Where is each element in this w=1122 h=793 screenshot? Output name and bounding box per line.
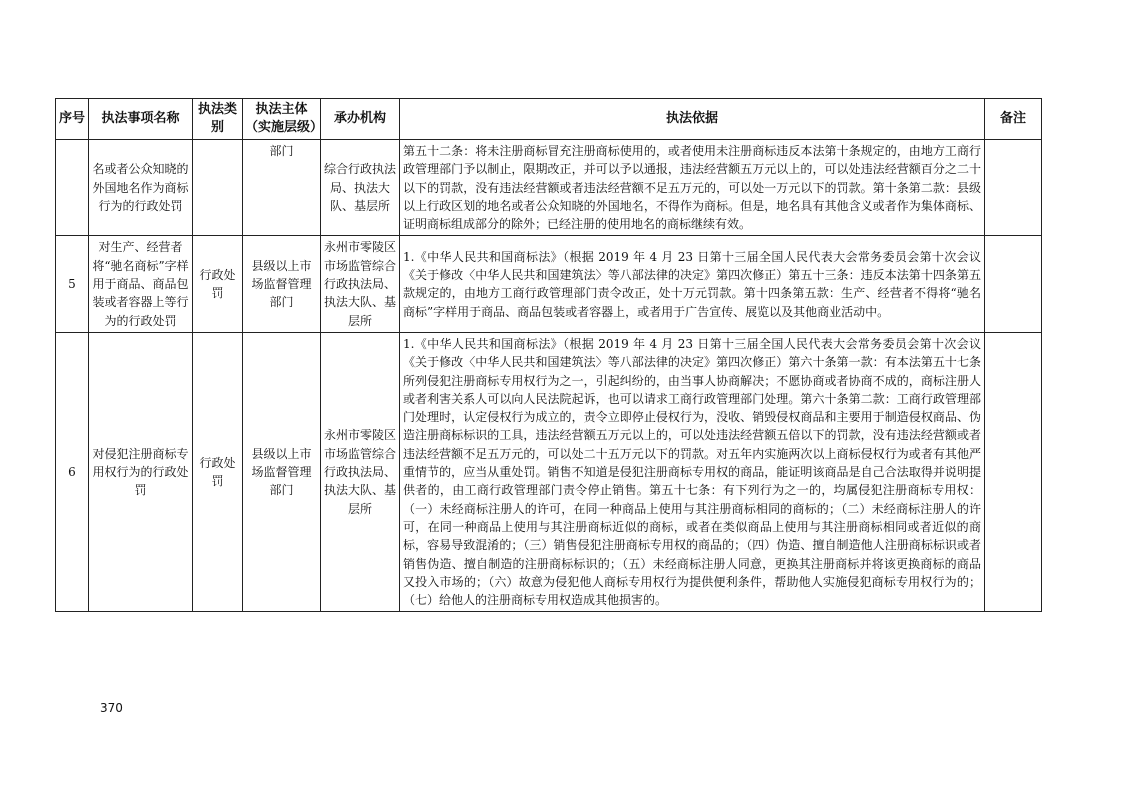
cell-agency: 综合行政执法局、执法大队、基层所 xyxy=(321,140,400,236)
cell-subject: 县级以上市场监督管理部门 xyxy=(243,236,321,332)
cell-no: 6 xyxy=(56,332,89,611)
cell-remark xyxy=(985,140,1042,236)
cell-basis: 第五十二条：将未注册商标冒充注册商标使用的，或者使用未注册商标违反本法第十条规定的，由地方工商行政管理部门予以制止，限期改正，并可以予以通报，违法经营额五万元以上的，可以处违法经营额百分之二十以下的罚款，没有违法经营额或者违法经营额不足五万元的，可以处一万元以下的罚款。第十条第二款：县级以上行政区划的地名或者公众知晓的外国地名，不得作为商标。但是，地名具有其他含义或者作为集体商标、证明商标组成部分的除外；已经注册的使用地名的商标继续有效。 xyxy=(400,140,985,236)
table-row xyxy=(56,140,1042,236)
cell-no: 5 xyxy=(56,236,89,332)
enforcement-table xyxy=(55,98,1042,612)
cell-item: 对生产、经营者将“驰名商标”字样用于商品、商品包装或者容器上等行为的行政处罚 xyxy=(89,236,193,332)
cell-category xyxy=(193,140,243,236)
header-basis: 执法依据 xyxy=(400,99,985,140)
cell-no xyxy=(56,140,89,236)
cell-subject: 部门 xyxy=(243,140,321,236)
page-number: 370 xyxy=(100,701,123,715)
cell-category: 行政处罚 xyxy=(193,332,243,611)
cell-basis: 1.《中华人民共和国商标法》（根据 2019 年 4 月 23 日第十三届全国人民代表大会常务委员会第十次会议《关于修改〈中华人民共和国建筑法〉等八部法律的决定》第四次修正）第六十条第一款：有本法第五十七条所列侵犯注册商标专用权行为之一，引起纠纷的，由当事人协商解决；不愿协商或者协商不成的，商标注册人或者利害关系人可以向人民法院起诉，也可以请求工商行政管理部门处理。第六十条第二款：工商行政管理部门处理时，认定侵权行为成立的，责令立即停止侵权行为，没收、销毁侵权商品和主要用于制造侵权商品、伪造注册商标标识的工具，违法经营额五万元以上的，可以处违法经营额五倍以下的罚款，没有违法经营额或者违法经营额不足五万元的，可以处二十五万元以下的罚款。对五年内实施两次以上商标侵权行为或者有其他严重情节的，应当从重处罚。销售不知道是侵犯注册商标专用权的商品，能证明该商品是自己合法取得并说明提供者的，由工商行政管理部门责令停止销售。第五十七条：有下列行为之一的，均属侵犯注册商标专用权：（一）未经商标注册人的许可，在同一种商品上使用与其注册商标相同的商标的；（二）未经商标注册人的许可，在同一种商品上使用与其注册商标近似的商标，或者在类似商品上使用与其注册商标相同或者近似的商标，容易导致混淆的；（三）销售侵犯注册商标专用权的商品的；（四）伪造、擅自制造他人注册商标标识或者销售伪造、擅自制造的注册商标标识的；（五）未经商标注册人同意，更换其注册商标并将该更换商标的商品又投入市场的；（六）故意为侵犯他人商标专用权行为提供便利条件，帮助他人实施侵犯商标专用权行为的；（七）给他人的注册商标专用权造成其他损害的。 xyxy=(400,332,985,611)
cell-remark xyxy=(985,332,1042,611)
cell-category: 行政处罚 xyxy=(193,236,243,332)
header-agency: 承办机构 xyxy=(321,99,400,140)
table-row xyxy=(56,236,1042,332)
header-category: 执法类别 xyxy=(193,99,243,140)
header-subject: 执法主体（实施层级） xyxy=(243,99,321,140)
cell-item: 名或者公众知晓的外国地名作为商标行为的行政处罚 xyxy=(89,140,193,236)
header-item: 执法事项名称 xyxy=(89,99,193,140)
cell-agency: 永州市零陵区市场监管综合行政执法局、执法大队、基层所 xyxy=(321,236,400,332)
table-header-row xyxy=(56,99,1042,140)
cell-subject: 县级以上市场监督管理部门 xyxy=(243,332,321,611)
cell-item: 对侵犯注册商标专用权行为的行政处罚 xyxy=(89,332,193,611)
cell-basis: 1.《中华人民共和国商标法》（根据 2019 年 4 月 23 日第十三届全国人民代表大会常务委员会第十次会议《关于修改〈中华人民共和国建筑法〉等八部法律的决定》第四次修正）第五十三条：违反本法第十四条第五款规定的，由地方工商行政管理部门责令改正，处十万元罚款。第十四条第五款：生产、经营者不得将“驰名商标”字样用于商品、商品包装或者容器上，或者用于广告宣传、展览以及其他商业活动中。 xyxy=(400,236,985,332)
cell-agency: 永州市零陵区市场监管综合行政执法局、执法大队、基层所 xyxy=(321,332,400,611)
table-row xyxy=(56,332,1042,611)
header-no: 序号 xyxy=(56,99,89,140)
header-remark: 备注 xyxy=(985,99,1042,140)
cell-remark xyxy=(985,236,1042,332)
